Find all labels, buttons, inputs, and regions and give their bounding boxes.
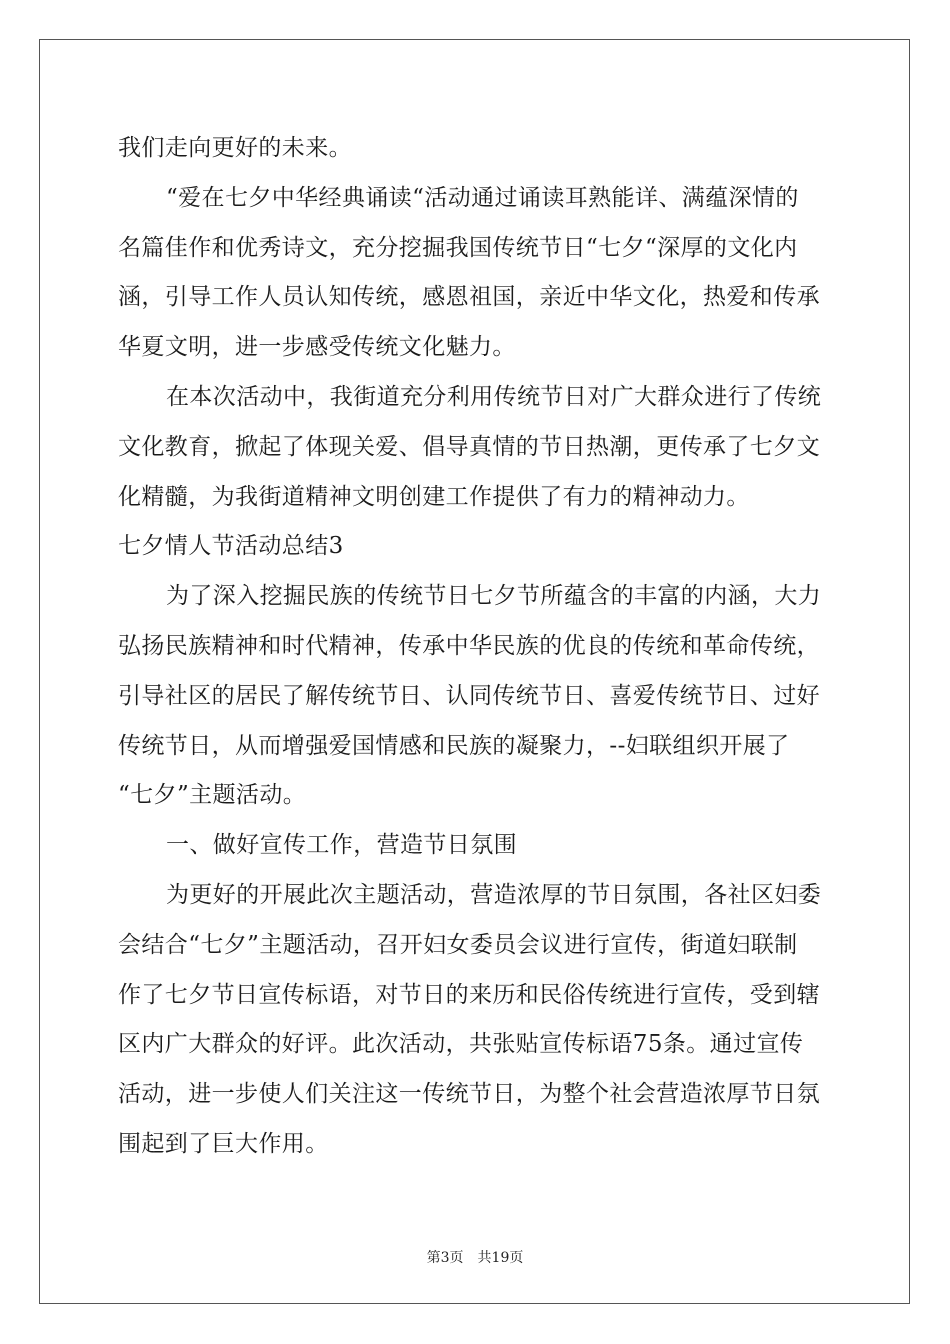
subsection-heading: 一、做好宣传工作，营造节日氛围 (166, 832, 517, 859)
text-line: 活动，进一步使人们关注这一传统节日，为整个社会营造浓厚节日氛 (118, 1081, 820, 1108)
section-heading: 七夕情人节活动总结3 (118, 533, 344, 560)
text-line: 华夏文明，进一步感受传统文化魅力。 (118, 334, 516, 361)
text-line: 为更好的开展此次主题活动，营造浓厚的节日氛围，各社区妇委 (166, 881, 822, 908)
text-line: “七夕”主题活动。 (118, 782, 307, 809)
text-line: 引导社区的居民了解传统节日、认同传统节日、喜爱传统节日、过好 (118, 682, 820, 709)
text-line: 传统节日，从而增强爱国情感和民族的凝聚力，--妇联组织开展了 (118, 732, 790, 759)
page-footer (0, 1247, 950, 1267)
text-line: 我们走向更好的未来。 (118, 135, 352, 161)
text-line: 会结合“七夕”主题活动，召开妇女委员会议进行宣传，街道妇联制 (118, 931, 798, 958)
text-line: “爱在七夕中华经典诵读“活动通过诵读耳熟能详、满蕴深情的 (166, 184, 799, 211)
text-line: 为了深入挖掘民族的传统节日七夕节所蕴含的丰富的内涵，大力 (166, 583, 822, 610)
page-number: 第3页 (426, 1250, 464, 1266)
text-line: 化精髓，为我街道精神文明创建工作提供了有力的精神动力。 (118, 483, 750, 510)
text-line: 在本次活动中，我街道充分利用传统节日对广大群众进行了传统 (166, 383, 822, 410)
text-line: 涵，引导工作人员认知传统，感恩祖国，亲近中华文化，热爱和传承 (118, 284, 820, 311)
text-line: 区内广大群众的好评。此次活动，共张贴宣传标语75条。通过宣传 (118, 1031, 804, 1058)
text-line: 文化教育，掀起了体现关爱、倡导真情的节日热潮，更传承了七夕文 (118, 433, 820, 460)
text-line: 作了七夕节日宣传标语，对节日的来历和民俗传统进行宣传，受到辖 (118, 981, 820, 1008)
text-line: 名篇佳作和优秀诗文，充分挖掘我国传统节日“七夕“深厚的文化内 (118, 234, 798, 261)
total-pages: 共19页 (477, 1250, 524, 1266)
text-line: 弘扬民族精神和时代精神，传承中华民族的优良的传统和革命传统， (118, 632, 820, 659)
document-body (118, 124, 838, 1170)
text-line: 围起到了巨大作用。 (118, 1130, 329, 1157)
